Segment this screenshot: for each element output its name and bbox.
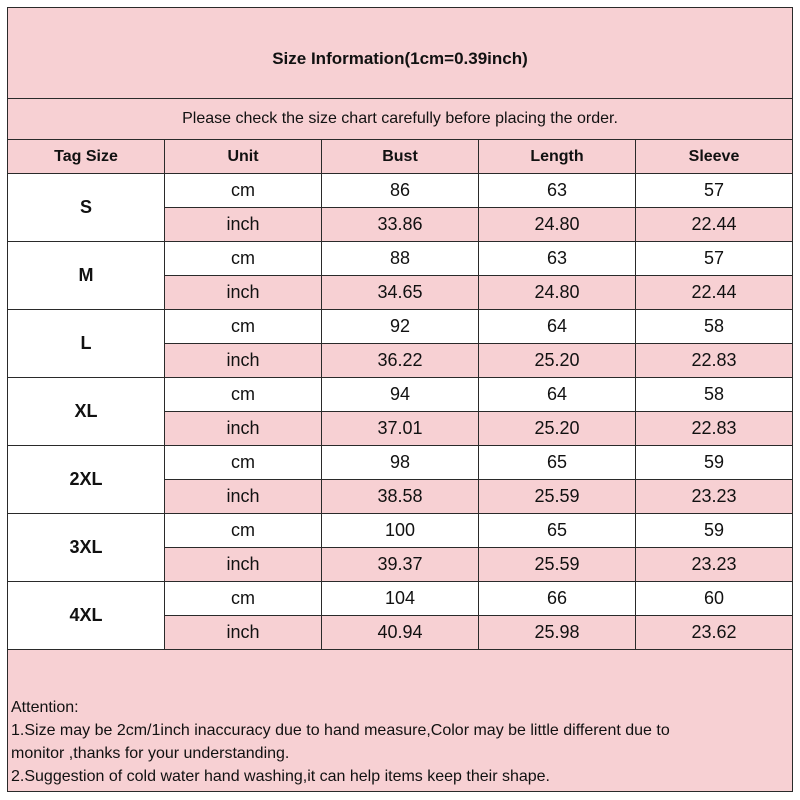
bust-cm-cell: 98 (322, 446, 479, 480)
unit-cell: cm (165, 582, 322, 616)
unit-cell: inch (165, 208, 322, 242)
length-inch-cell: 24.80 (479, 208, 636, 242)
header-tag-size: Tag Size (8, 140, 165, 174)
unit-cell: inch (165, 480, 322, 514)
unit-cell: inch (165, 276, 322, 310)
length-cm-cell: 65 (479, 446, 636, 480)
note-line-1: 1.Size may be 2cm/1inch inaccuracy due to hand measure,Color may be little different due to (11, 722, 670, 739)
sleeve-cm-cell: 60 (636, 582, 793, 616)
length-inch-cell: 24.80 (479, 276, 636, 310)
unit-cell: cm (165, 310, 322, 344)
header-unit: Unit (165, 140, 322, 174)
unit-cell: inch (165, 412, 322, 446)
length-inch-cell: 25.20 (479, 412, 636, 446)
sleeve-inch-cell: 23.62 (636, 616, 793, 650)
bust-cm-cell: 104 (322, 582, 479, 616)
size-row-cm (8, 242, 793, 276)
sleeve-inch-cell: 23.23 (636, 480, 793, 514)
bust-inch-cell: 33.86 (322, 208, 479, 242)
size-chart-table (7, 7, 793, 792)
header-sleeve: Sleeve (636, 140, 793, 174)
note-line-1-cont: monitor ,thanks for your understanding. (11, 745, 290, 762)
tag-size-cell: 3XL (8, 514, 165, 582)
length-cm-cell: 63 (479, 242, 636, 276)
size-row-cm (8, 310, 793, 344)
size-row-cm (8, 378, 793, 412)
chart-title: Size Information(1cm=0.39inch) (8, 8, 793, 99)
unit-cell: cm (165, 514, 322, 548)
unit-cell: inch (165, 344, 322, 378)
bust-inch-cell: 34.65 (322, 276, 479, 310)
length-inch-cell: 25.20 (479, 344, 636, 378)
sleeve-cm-cell: 58 (636, 310, 793, 344)
attention-notes (8, 650, 793, 792)
bust-cm-cell: 94 (322, 378, 479, 412)
header-bust: Bust (322, 140, 479, 174)
tag-size-cell: 4XL (8, 582, 165, 650)
sleeve-cm-cell: 59 (636, 514, 793, 548)
bust-inch-cell: 39.37 (322, 548, 479, 582)
notes-heading: Attention: (11, 699, 79, 716)
sleeve-inch-cell: 22.83 (636, 344, 793, 378)
size-row-cm (8, 514, 793, 548)
size-row-cm (8, 174, 793, 208)
tag-size-cell: S (8, 174, 165, 242)
sleeve-cm-cell: 57 (636, 174, 793, 208)
bust-cm-cell: 88 (322, 242, 479, 276)
unit-cell: cm (165, 174, 322, 208)
tag-size-cell: 2XL (8, 446, 165, 514)
bust-inch-cell: 38.58 (322, 480, 479, 514)
bust-cm-cell: 100 (322, 514, 479, 548)
tag-size-cell: M (8, 242, 165, 310)
size-row-cm (8, 582, 793, 616)
tag-size-cell: L (8, 310, 165, 378)
bust-inch-cell: 37.01 (322, 412, 479, 446)
sleeve-cm-cell: 59 (636, 446, 793, 480)
unit-cell: inch (165, 548, 322, 582)
bust-inch-cell: 40.94 (322, 616, 479, 650)
length-cm-cell: 65 (479, 514, 636, 548)
bust-cm-cell: 92 (322, 310, 479, 344)
unit-cell: cm (165, 378, 322, 412)
length-inch-cell: 25.59 (479, 548, 636, 582)
note-line-2: 2.Suggestion of cold water hand washing,it can help items keep their shape. (11, 768, 550, 785)
length-inch-cell: 25.59 (479, 480, 636, 514)
header-row (8, 140, 793, 174)
length-cm-cell: 66 (479, 582, 636, 616)
length-cm-cell: 64 (479, 310, 636, 344)
tag-size-cell: XL (8, 378, 165, 446)
header-length: Length (479, 140, 636, 174)
bust-inch-cell: 36.22 (322, 344, 479, 378)
sleeve-inch-cell: 22.44 (636, 208, 793, 242)
chart-subtitle: Please check the size chart carefully before placing the order. (8, 99, 793, 140)
length-cm-cell: 64 (479, 378, 636, 412)
unit-cell: cm (165, 446, 322, 480)
sleeve-inch-cell: 22.83 (636, 412, 793, 446)
bust-cm-cell: 86 (322, 174, 479, 208)
unit-cell: inch (165, 616, 322, 650)
length-inch-cell: 25.98 (479, 616, 636, 650)
size-row-cm (8, 446, 793, 480)
sleeve-inch-cell: 22.44 (636, 276, 793, 310)
sleeve-cm-cell: 57 (636, 242, 793, 276)
length-cm-cell: 63 (479, 174, 636, 208)
unit-cell: cm (165, 242, 322, 276)
sleeve-cm-cell: 58 (636, 378, 793, 412)
sleeve-inch-cell: 23.23 (636, 548, 793, 582)
